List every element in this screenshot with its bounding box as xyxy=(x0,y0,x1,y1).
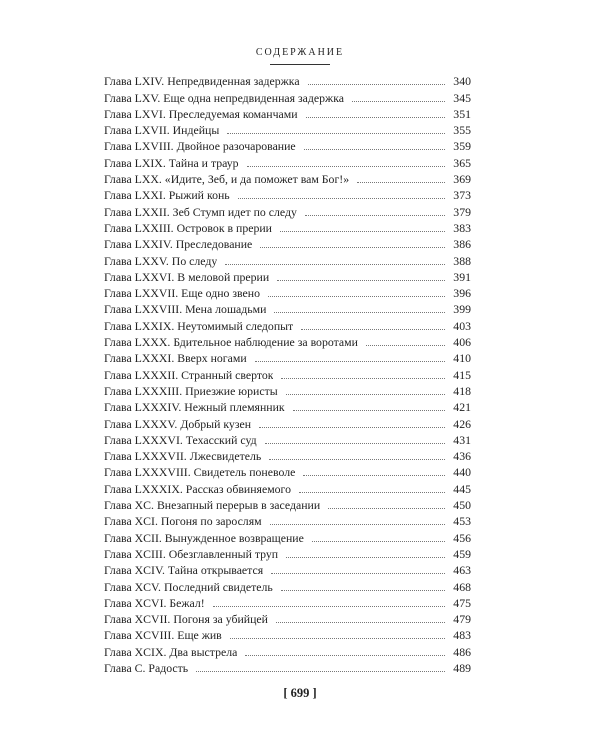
dot-leader xyxy=(305,215,445,216)
toc-entry xyxy=(104,284,471,300)
toc-entry xyxy=(104,594,471,610)
toc-entry-page: 359 xyxy=(453,139,471,154)
dot-leader xyxy=(276,622,445,623)
toc-entry-page: 410 xyxy=(453,351,471,366)
toc-entry-page: 426 xyxy=(453,416,471,431)
toc-entry-page: 453 xyxy=(453,514,471,529)
toc-entry xyxy=(104,72,471,88)
toc-entry-title: Глава LXXXIV. Нежный племянник xyxy=(104,400,285,415)
toc-entry-page: 418 xyxy=(453,383,471,398)
dot-leader xyxy=(306,117,445,118)
dot-leader xyxy=(303,475,445,476)
dot-leader xyxy=(299,492,445,493)
toc-entry-page: 456 xyxy=(453,530,471,545)
toc-entry-page: 415 xyxy=(453,367,471,382)
toc-entry xyxy=(104,561,471,577)
toc-entry xyxy=(104,431,471,447)
toc-entry-title: Глава LXXXII. Странный сверток xyxy=(104,367,274,382)
toc-entry-page: 345 xyxy=(453,90,471,105)
toc-entry-title: Глава XCIV. Тайна открывается xyxy=(104,563,264,578)
dot-leader xyxy=(357,182,445,183)
toc-entry-title: Глава LXXXVI. Техасский суд xyxy=(104,432,257,447)
toc-entry-title: Глава XCII. Вынужденное возвращение xyxy=(104,530,304,545)
toc-entry xyxy=(104,528,471,544)
dot-leader xyxy=(286,557,445,558)
page-number: [ 699 ] xyxy=(283,686,317,700)
toc-entry-title: Глава LXIX. Тайна и траур xyxy=(104,155,239,170)
toc-entry xyxy=(104,398,471,414)
toc-entry-title: Глава LXVI. Преследуемая команчами xyxy=(104,106,298,121)
toc-entry-page: 365 xyxy=(453,155,471,170)
toc-entry xyxy=(104,333,471,349)
dot-leader xyxy=(366,345,445,346)
dot-leader xyxy=(238,198,445,199)
dot-leader xyxy=(213,606,445,607)
toc-entry xyxy=(104,349,471,365)
toc-entry xyxy=(104,251,471,267)
toc-entry xyxy=(104,382,471,398)
dot-leader xyxy=(274,312,445,313)
toc-entry-page: 468 xyxy=(453,579,471,594)
dot-leader xyxy=(271,573,445,574)
toc-entry-title: Глава XCVI. Бежал! xyxy=(104,595,205,610)
toc-entry-title: Глава LXXXI. Вверх ногами xyxy=(104,351,247,366)
dot-leader xyxy=(281,378,445,379)
toc-entry xyxy=(104,610,471,626)
title-underline xyxy=(270,64,330,65)
toc-entry-page: 388 xyxy=(453,253,471,268)
toc-entry-page: 373 xyxy=(453,188,471,203)
toc-entry-page: 340 xyxy=(453,74,471,89)
toc-entry xyxy=(104,219,471,235)
toc-entry-title: Глава LXX. «Идите, Зеб, и да поможет вам Бог!» xyxy=(104,172,350,187)
toc-entry-title: Глава LXXVII. Еще одно звено xyxy=(104,286,260,301)
dot-leader xyxy=(312,541,445,542)
toc-entry xyxy=(104,447,471,463)
dot-leader xyxy=(225,264,445,265)
toc-entry-title: Глава LXXVI. В меловой прерии xyxy=(104,269,270,284)
dot-leader xyxy=(265,443,445,444)
toc-entry-title: Глава LXXXIX. Рассказ обвиняемого xyxy=(104,481,291,496)
dot-leader xyxy=(269,459,445,460)
toc-entry-title: Глава LXVII. Индейцы xyxy=(104,123,220,138)
toc-entry-page: 483 xyxy=(453,628,471,643)
toc-entry-title: Глава LXXII. Зеб Стумп идет по следу xyxy=(104,204,297,219)
dot-leader xyxy=(277,280,445,281)
dot-leader xyxy=(286,394,445,395)
toc-entry-title: Глава LXVIII. Двойное разочарование xyxy=(104,139,296,154)
toc-entry-page: 379 xyxy=(453,204,471,219)
toc-entry-title: Глава LXXI. Рыжий конь xyxy=(104,188,230,203)
toc-entry-page: 440 xyxy=(453,465,471,480)
dot-leader xyxy=(230,638,445,639)
dot-leader xyxy=(255,361,445,362)
dot-leader xyxy=(304,149,445,150)
toc-entry-title: Глава XCI. Погоня по зарослям xyxy=(104,514,262,529)
toc-entry-title: Глава LXXXVIII. Свидетель поневоле xyxy=(104,465,296,480)
toc-entry xyxy=(104,170,471,186)
toc-entry xyxy=(104,153,471,169)
toc-entry xyxy=(104,202,471,218)
toc-entry-page: 406 xyxy=(453,335,471,350)
toc-entry-title: Глава С. Радость xyxy=(104,660,189,675)
toc-entry-page: 386 xyxy=(453,237,471,252)
toc-entry-page: 463 xyxy=(453,563,471,578)
toc-entry-page: 403 xyxy=(453,318,471,333)
dot-leader xyxy=(352,101,445,102)
toc-entry xyxy=(104,512,471,528)
toc-entry xyxy=(104,479,471,495)
toc-entry-page: 391 xyxy=(453,269,471,284)
dot-leader xyxy=(301,329,445,330)
toc-entry xyxy=(104,365,471,381)
dot-leader xyxy=(227,133,445,134)
toc-entry-page: 369 xyxy=(453,172,471,187)
toc-entry xyxy=(104,577,471,593)
toc-entry-page: 479 xyxy=(453,612,471,627)
dot-leader xyxy=(259,427,445,428)
dot-leader xyxy=(270,524,445,525)
dot-leader xyxy=(308,84,445,85)
toc-entry-page: 475 xyxy=(453,595,471,610)
toc-entry-page: 445 xyxy=(453,481,471,496)
toc-entry-page: 431 xyxy=(453,432,471,447)
toc-entry-title: Глава XCIX. Два выстрела xyxy=(104,644,238,659)
toc-entry-title: Глава XCV. Последний свидетель xyxy=(104,579,273,594)
toc-entry-page: 489 xyxy=(453,660,471,675)
toc-entry-page: 486 xyxy=(453,644,471,659)
dot-leader xyxy=(268,296,445,297)
toc-entry xyxy=(104,88,471,104)
dot-leader xyxy=(196,671,445,672)
table-of-contents xyxy=(104,72,471,675)
toc-entry xyxy=(104,659,471,675)
toc-entry xyxy=(104,316,471,332)
toc-entry xyxy=(104,463,471,479)
toc-entry-title: Глава XCIII. Обезглавленный труп xyxy=(104,546,279,561)
toc-entry-page: 396 xyxy=(453,286,471,301)
toc-entry-title: Глава XCVII. Погоня за убийцей xyxy=(104,612,268,627)
toc-entry xyxy=(104,414,471,430)
page-header xyxy=(0,47,600,65)
toc-entry-title: Глава LXXX. Бдительное наблюдение за воротами xyxy=(104,335,358,350)
toc-entry xyxy=(104,186,471,202)
toc-entry-title: Глава LXXXIII. Приезжие юристы xyxy=(104,383,278,398)
toc-entry xyxy=(104,626,471,642)
page-title: СОДЕРЖАНИЕ xyxy=(255,47,345,58)
toc-entry-page: 436 xyxy=(453,449,471,464)
toc-entry xyxy=(104,545,471,561)
toc-entry-page: 421 xyxy=(453,400,471,415)
toc-entry-page: 351 xyxy=(453,106,471,121)
toc-entry-page: 355 xyxy=(453,123,471,138)
toc-entry-title: Глава LXXIX. Неутомимый следопыт xyxy=(104,318,294,333)
toc-entry-page: 399 xyxy=(453,302,471,317)
toc-entry xyxy=(104,268,471,284)
toc-entry xyxy=(104,235,471,251)
toc-entry-page: 383 xyxy=(453,220,471,235)
toc-entry-page: 459 xyxy=(453,546,471,561)
toc-entry-title: Глава LXV. Еще одна непредвиденная задержка xyxy=(104,90,344,105)
toc-entry xyxy=(104,137,471,153)
dot-leader xyxy=(245,655,445,656)
toc-entry-title: Глава LXXXV. Добрый кузен xyxy=(104,416,252,431)
dot-leader xyxy=(328,508,445,509)
toc-entry-page: 450 xyxy=(453,498,471,513)
toc-entry-title: Глава LXXV. По следу xyxy=(104,253,218,268)
toc-entry-title: Глава XC. Внезапный перерыв в заседании xyxy=(104,498,321,513)
toc-entry xyxy=(104,642,471,658)
dot-leader xyxy=(281,590,445,591)
dot-leader xyxy=(260,247,445,248)
toc-entry-title: Глава LXXVIII. Мена лошадьми xyxy=(104,302,267,317)
dot-leader xyxy=(293,410,445,411)
dot-leader xyxy=(280,231,445,232)
toc-entry xyxy=(104,105,471,121)
toc-entry-title: Глава LXXIII. Островок в прерии xyxy=(104,220,272,235)
toc-entry-title: Глава LXIV. Непредвиденная задержка xyxy=(104,74,300,89)
toc-entry xyxy=(104,300,471,316)
toc-entry-title: Глава LXXXVII. Лжесвидетель xyxy=(104,449,262,464)
toc-entry xyxy=(104,496,471,512)
dot-leader xyxy=(247,166,445,167)
toc-entry-title: Глава XCVIII. Еще жив xyxy=(104,628,222,643)
toc-entry xyxy=(104,121,471,137)
toc-entry-title: Глава LXXIV. Преследование xyxy=(104,237,253,252)
